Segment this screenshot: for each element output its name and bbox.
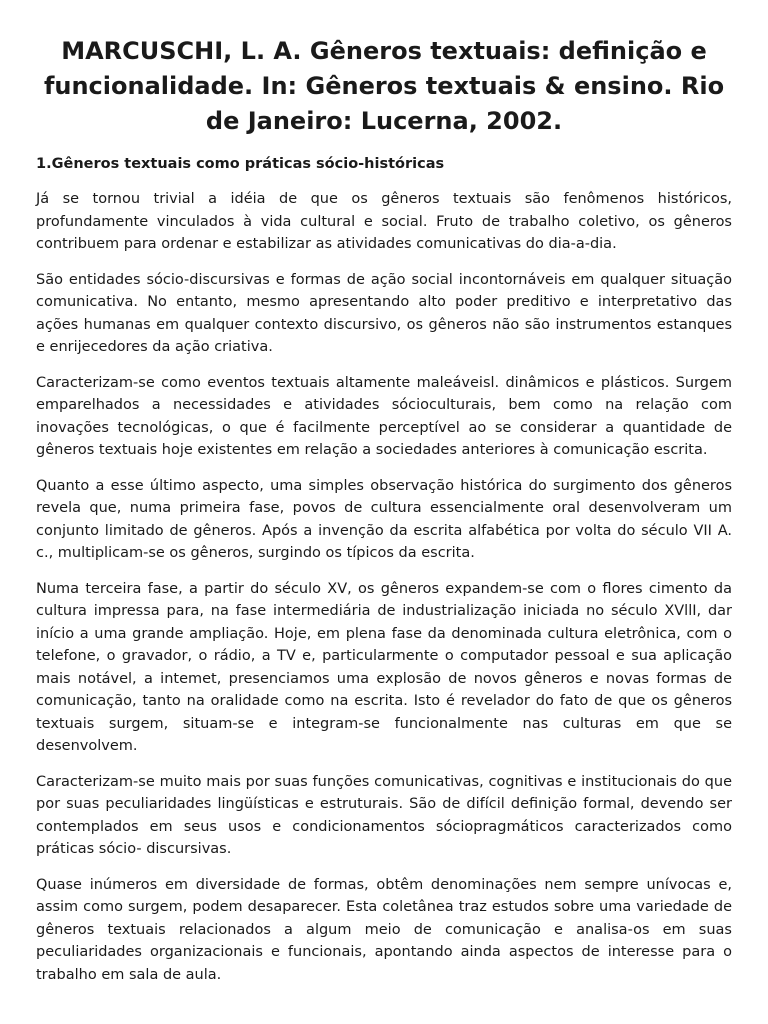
paragraph: Caracterizam-se muito mais por suas funções comunicativas, cognitivas e institucionais do que por suas peculiaridades lingüísticas e estruturais. São de difícil definição formal, devendo ser contemplados em seus usos e condicionamentos sóciopragmáticos caracterizados como práticas sócio- discursivas. — [36, 773, 732, 857]
document-title: MARCUSCHI, L. A. Gêneros textuais: definição e funcionalidade. In: Gêneros textuais & ensino. Rio de Janeiro: Lucerna, 2002. — [43, 37, 725, 135]
section-heading: 1.Gêneros textuais como práticas sócio-históricas — [36, 156, 445, 172]
paragraph: Numa terceira fase, a partir do século XV, os gêneros expandem-se com o flores cimento da cultura impressa para, na fase intermediária de industrialização iniciada no século XVllI, dar início a uma grande ampliação. Hoje, em plena fase da denominada cultura eletrônica, com o telefone, o gravador, o rádio, a TV e, particularmente o computador pessoal e sua aplicação mais notável, a intemet, presenciamos uma explosão de novos gêneros e novas formas de comunicação, tanto na oralidade como na escrita. Isto é revelador do fato de que os gêneros textuais surgem, situam-se e integram-se funcionalmente nas culturas em que se desenvolvem. — [36, 580, 732, 754]
paragraph: São entidades sócio-discursivas e formas de ação social incontornáveis em qualquer situação comunicativa. No entanto, mesmo apresentando alto poder preditivo e interpretativo das ações humanas em qualquer contexto discursivo, os gêneros não são instrumentos estanques e enrijecedores da ação criativa. — [36, 271, 732, 355]
paragraph: Quanto a esse último aspecto, uma simples observação histórica do surgimento dos gêneros revela que, numa primeira fase, povos de cultura essencialmente oral desenvolveram um conjunto limitado de gêneros. Após a invenção da escrita alfabética por volta do século VII A. c., multiplicam-se os gêneros, surgindo os típicos da escrita. — [36, 477, 732, 561]
paragraph: Já se tornou trivial a idéia de que os gêneros textuais são fenômenos históricos, profundamente vinculados à vida cultural e social. Fruto de trabalho coletivo, os gêneros contribuem para ordenar e estabilizar as atividades comunicativas do dia-a-dia. — [36, 191, 732, 252]
paragraph: Caracterizam-se como eventos textuais altamente maleáveisl. dinâmicos e plásticos. Surgem emparelhados a necessidades e atividades sócioculturais, bem como na relação com inovações tecnológicas, o que é facilmente perceptível ao se considerar a quantidade de gêneros textuais hoje existentes em relação a sociedades anteriores à comunicação escrita. — [36, 374, 732, 458]
paragraph: Quase inúmeros em diversidade de formas, obtêm denominações nem sempre unívocas e, assim como surgem, podem desaparecer. Esta coletânea traz estudos sobre uma variedade de gêneros textuais relacionados a algum meio de comunicação e analisa-os em suas peculiaridades organizacionais e funcionais, apontando ainda aspectos de interesse para o trabalho em sala de aula. — [36, 876, 732, 983]
